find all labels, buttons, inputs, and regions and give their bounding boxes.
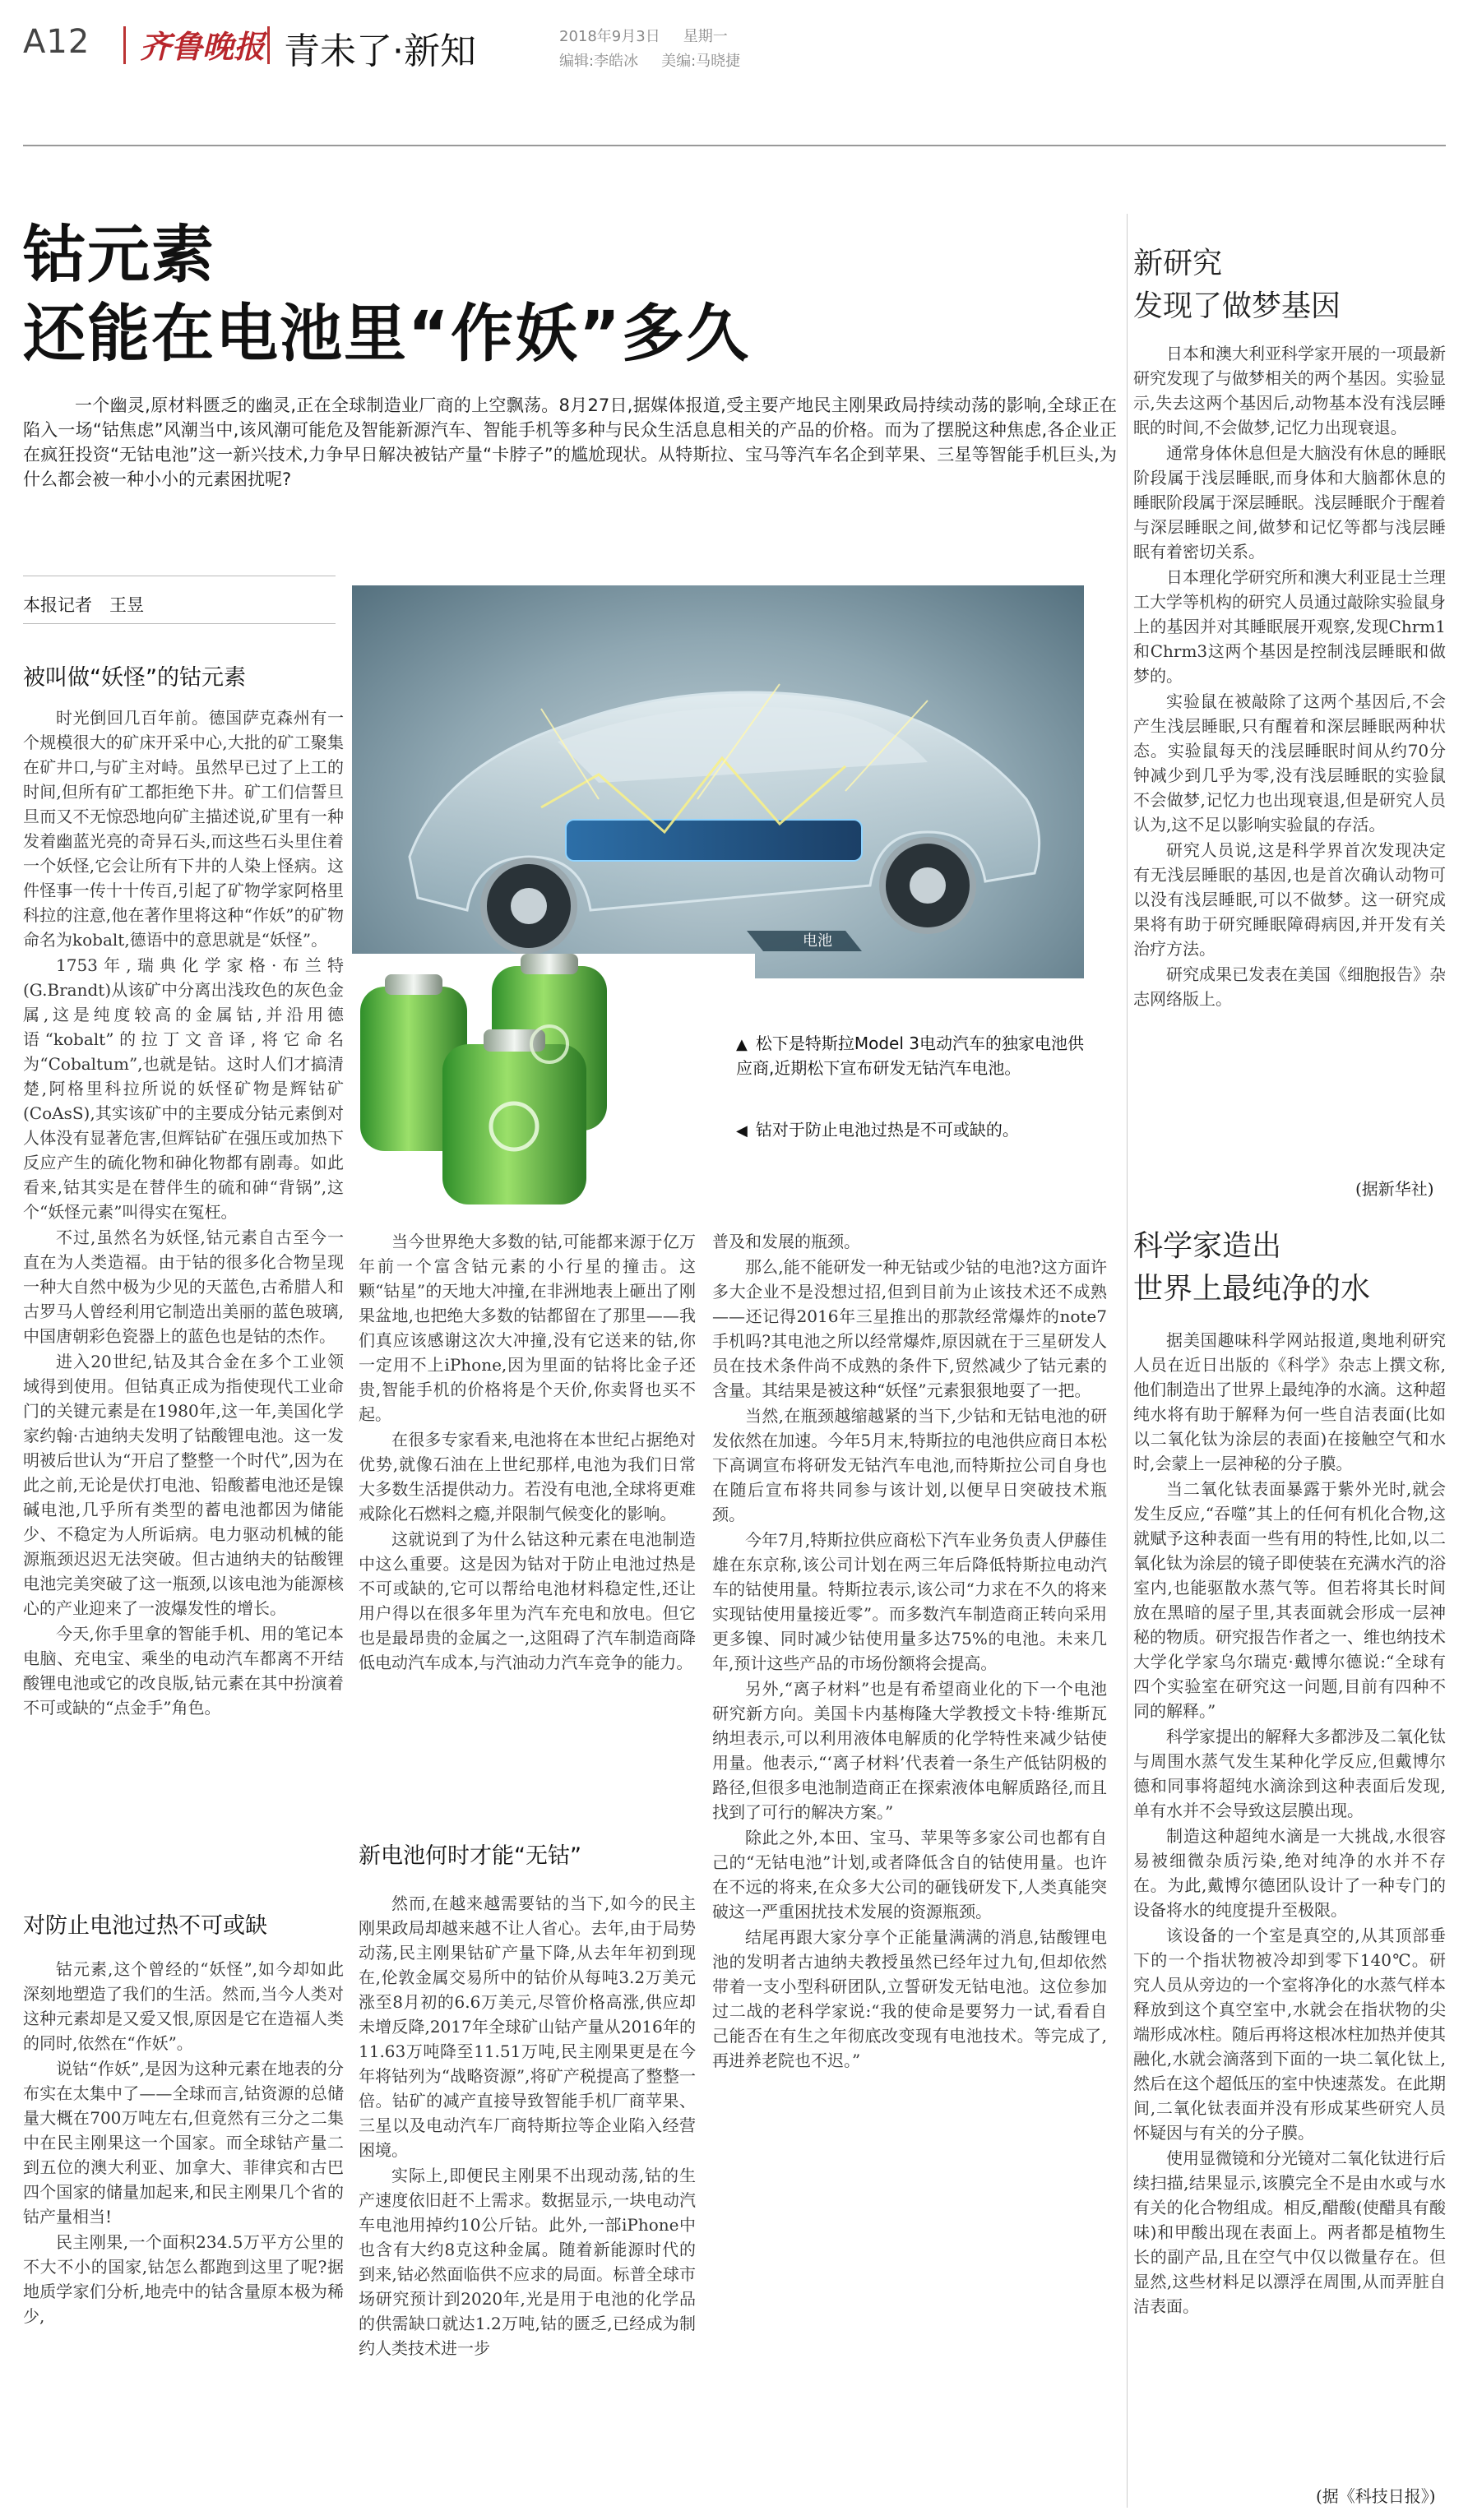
paragraph: 据美国趣味科学网站报道,奥地利研究人员在近日出版的《科学》杂志上撰文称,他们制造出了世界上最纯净的水滴。这种超纯水将有助于解释为何一些自洁表面(比如以二氧化钛为涂层的表面)在接触空气和水时,会蒙上一层神秘的分子膜。 [1133, 1330, 1446, 1473]
masthead-rule [23, 145, 1446, 146]
green-batteries-illustration [352, 954, 755, 1209]
masthead [0, 0, 1468, 90]
caption-car-text: 松下是特斯拉Model 3电动汽车的独家电池供应商,近期松下宣布研发无钴汽车电池。 [736, 1033, 1084, 1078]
masthead-divider [267, 26, 270, 64]
section-title: 青未了·新知 [284, 30, 476, 72]
car-diagram-label: 电池 [803, 932, 832, 950]
sidebar-headline-dream-gene [1133, 243, 1341, 328]
subhead-cobalt-free: 新电池何时才能“无钴” [359, 1843, 581, 1869]
paragraph: 然而,在越来越需要钴的当下,如今的民主刚果政局却越来越不让人省心。去年,由于局势动荡,民主刚果钴矿产量下降,从去年年初到现在,伦敦金属交易所中的钴价从每吨3.2万美元涨至8月初的6.6万美元,尽管价格高涨,供应却未增反降,2017年全球矿山钴产量从2016年的11.63万吨降至11.51万吨,民主刚果更是在今年将钴列为“战略资源”,将矿产税提高了整整一倍。钴矿的减产直接导致智能手机厂商苹果、三星以及电动汽车厂商特斯拉等企业陷入经营困境。 [359, 1893, 696, 2160]
sidebar-headline-pure-water [1133, 1225, 1370, 1311]
paragraph: 普及和发展的瓶颈。 [712, 1232, 860, 1251]
paragraph: 使用显微镜和分光镜对二氧化钛进行后续扫描,结果显示,该膜完全不是由水或与水有关的化合物组成。相反,醋酸(使醋具有酸味)和甲酸出现在表面上。两者都是植物生长的副产品,且在空气中仅以微量存在。但显然,这些材料足以漂浮在周围,从而弄脏自洁表面。 [1133, 2148, 1446, 2316]
paragraph: 1753年,瑞典化学家格·布兰特(G.Brandt)从该矿中分离出浅玫色的灰色金属,这是纯度较高的金属钴,并沿用德语“kobalt”的拉丁文音译,将它命名为“Cobaltum”,也就是钴。这时人们才搞清楚,阿格里科拉所说的妖怪矿物是辉钴矿(CoAsS),其实该矿中的主要成分钴元素倒对人体没有显著危害,但辉钴矿在强压或加热下反应产生的硫化物和砷化物都有剧毒。如此看来,钴其实是在替伴生的硫和砷“背锅”,这个“妖怪元素”叫得实在冤枉。 [23, 955, 344, 1222]
car-battery-photo [352, 585, 1084, 978]
paragraph: 另外,“离子材料”也是有希望商业化的下一个电池研究新方向。美国卡内基梅隆大学教授文卡特·维斯瓦纳坦表示,可以利用液体电解质的化学特性来减少钴使用量。他表示,“‘离子材料’代表着一条生产低钴阴极的路径,但很多电池制造商正在探索液体电解质路径,而且找到了可行的解决方案。” [712, 1679, 1107, 1822]
paragraph: 今年7月,特斯拉供应商松下汽车业务负责人伊藤佳雄在东京称,该公司计划在两三年后降低特斯拉电动汽车的钴使用量。特斯拉表示,该公司“力求在不久的将来实现钴使用量接近零”。而多数汽车制造商正转向采用更多镍、同时减少钴使用量多达75%的电池。未来几年,预计这些产品的市场份额将会提高。 [712, 1530, 1107, 1673]
article-column-1a [23, 705, 344, 1885]
paragraph: 研究人员说,这是科学界首次发现决定有无浅层睡眠的基因,也是首次确认动物可以没有浅层睡眠,可以不做梦。这一研究成果将有助于研究睡眠障碍病因,并开发有关治疗方法。 [1133, 840, 1446, 959]
paragraph: 说钴“作妖”,是因为这种元素在地表的分布实在太集中了——全球而言,钴资源的总储量大概在700万吨左右,但竟然有三分之二集中在民主刚果这一个国家。而全球钴产量二到五位的澳大利亚、加拿大、菲律宾和古巴四个国家的储量加起来,和民主刚果几个省的钴产量相当! [23, 2059, 344, 2226]
issue-date: 2018年9月3日 [559, 28, 660, 45]
bottles-photo-caption [736, 1118, 1098, 1143]
subhead-overheat: 对防止电池过热不可或缺 [23, 1913, 267, 1939]
main-headline [23, 215, 750, 373]
paragraph: 当今世界绝大多数的钴,可能都来源于亿万年前一个富含钴元素的小行星的撞击。这颗“钴星”的天地大冲撞,在非洲地表上砸出了刚果盆地,也把绝大多数的钴都留在了那里——我们真应该感谢这次大冲撞,没有它送来的钴,你一定用不上iPhone,因为里面的钴将比金子还贵,智能手机的价格将是个天价,你卖肾也买不起。 [359, 1232, 696, 1424]
battery-cell [442, 1044, 586, 1205]
paragraph: 通常身体休息但是大脑没有休息的睡眠阶段属于浅层睡眠,而身体和大脑都休息的睡眠阶段属于深层睡眠。浅层睡眠介于醒着与深层睡眠之间,做梦和记忆等都与浅层睡眠有着密切关系。 [1133, 443, 1446, 562]
sidebar-article-pure-water [1133, 1328, 1446, 2471]
byline-rule [23, 623, 336, 624]
paragraph: 时光倒回几百年前。德国萨克森州有一个规模很大的矿床开采中心,大批的矿工聚集在矿井口,与矿主对峙。虽然早已过了上工的时间,但所有矿工都拒绝下井。矿工们信誓旦旦而又不无惊恐地向矿主描述说,矿里有一种发着幽蓝光亮的奇异石头,而这些石头里住着一个妖怪,它会让所有下井的人染上怪病。这件怪事一传十十传百,引起了矿物学家阿格里科拉的注意,他在著作里将这种“作妖”的矿物命名为kobalt,德语中的意思就是“妖怪”。 [23, 708, 344, 950]
paragraph: 科学家提出的解释大多都涉及二氧化钛与周围水蒸气发生某种化学反应,但戴博尔德和同事将超纯水滴涂到这种表面后发现,单有水并不会导致这层膜出现。 [1133, 1727, 1446, 1820]
paragraph: 民主刚果,一个面积234.5万平方公里的不大不小的国家,钴怎么都跑到这里了呢?据地质学家们分析,地壳中的钴含量原本极为稀少, [23, 2232, 344, 2326]
battery-bottles-photo [352, 954, 755, 1209]
paragraph: 当然,在瓶颈越缩越紧的当下,少钴和无钴电池的研发依然在加速。今年5月末,特斯拉的电池供应商日本松下高调宣布将研发无钴汽车电池,而特斯拉公司自身也在随后宣布将共同参与该计划,以便早日突破技术瓶颈。 [712, 1406, 1107, 1524]
paragraph: 实际上,即便民主刚果不出现动荡,钴的生产速度依旧赶不上需求。数据显示,一块电动汽车电池用掉约10公斤钴。此外,一部iPhone中也含有大约8克这种金属。随着新能源时代的到来,钴必然面临供不应求的局面。标普全球市场研究预计到2020年,光是用于电池的化学品的供需缺口就达1.2万吨,钴的匮乏,已经成为制约人类技术进一步 [359, 2166, 696, 2358]
caption-up-arrow-icon: ▲ [736, 1036, 748, 1053]
article-column-3 [712, 1229, 1107, 2512]
car-illustration [352, 585, 1084, 978]
paragraph: 日本和澳大利亚科学家开展的一项最新研究发现了与做梦相关的两个基因。实验显示,失去这两个基因后,动物基本没有浅层睡眠的时间,不会做梦,记忆力出现衰退。 [1133, 344, 1446, 437]
paragraph: 结尾再跟大家分享个正能量满满的消息,钴酸锂电池的发明者古迪纳夫教授虽然已经年过九旬,但却依然带着一支小型科研团队,立誓研发无钴电池。这位参加过二战的老科学家说:“我的使命是要努力一试,看看自己能否在有生之年彻底改变现有电池技术。等完成了,再进养老院也不迟。” [712, 1927, 1107, 2070]
article-column-1b [23, 1957, 344, 2512]
paragraph: 今天,你手里拿的智能手机、用的笔记本电脑、充电宝、乘坐的电动汽车都离不开结酸锂电池或它的改良版,钴元素在其中扮演着不可或缺的“点金手”角色。 [23, 1624, 344, 1718]
paragraph: 当二氧化钛表面暴露于紫外光时,就会发生反应,“吞噬”其上的任何有机化合物,这就赋予这种表面一些有用的特性,比如,以二氧化钛为涂层的镜子即使装在充满水汽的浴室内,也能驱散水蒸气等。但若将其长时间放在黑暗的屋子里,其表面就会形成一层神秘的物质。研究报告作者之一、维也纳技术大学化学家乌尔瑞克·戴博尔德说:“全球有四个实验室在研究这一问题,目前有四种不同的解释。” [1133, 1479, 1446, 1721]
paragraph: 研究成果已发表在美国《细胞报告》杂志网络版上。 [1133, 964, 1446, 1009]
sidebar-headline-line: 发现了做梦基因 [1133, 289, 1341, 323]
article-lead: 一个幽灵,原材料匮乏的幽灵,正在全球制造业厂商的上空飘荡。8月27日,据媒体报道,受主要产地民主刚果政局持续动荡的影响,全球正在陷入一场“钴焦虑”风潮当中,该风潮可能危及智能新源汽车、智能手机等多种与民众生活息息相关的产品的价格。而为了摆脱这种焦虑,各企业正在疯狂投资“无钴电池”这一新兴技术,力争早日解决被钴产量“卡脖子”的尴尬现状。从特斯拉、宝马等汽车名企到苹果、三星等智能手机巨头,为什么都会被一种小小的元素困扰呢? [23, 395, 1117, 489]
paragraph: 钴元素,这个曾经的“妖怪”,如今却如此深刻地塑造了我们的生活。然而,当今人类对这种元素却是又爱又恨,原因是它在造福人类的同时,依然在“作妖”。 [23, 1959, 344, 2053]
sidebar-article-dream-gene [1133, 341, 1446, 1172]
byline-block [23, 576, 336, 625]
paragraph: 不过,虽然名为妖怪,钴元素自古至今一直在为人类造福。由于钴的很多化合物呈现一种大自然中极为少见的天蓝色,古希腊人和古罗马人曾经利用它制造出美丽的蓝色玻璃,中国唐朝彩色瓷器上的蓝色也是钴的杰作。 [23, 1228, 344, 1346]
editor-credit: 编辑:李皓冰 [559, 53, 639, 70]
headline-line-1: 钴元素 [23, 218, 215, 291]
masthead-divider [123, 26, 126, 64]
paragraph: 在很多专家看来,电池将在本世纪占据绝对优势,就像石油在上世纪那样,电池为我们日常大多数生活提供动力。若没有电池,全球将更难戒除化石燃料之瘾,并限制气候变化的影响。 [359, 1430, 696, 1524]
paragraph: 这就说到了为什么钴这种元素在电池制造中这么重要。这是因为钴对于防止电池过热是不可或缺的,它可以帮给电池材料稳定性,还让用户得以在很多年里为汽车充电和放电。但它也是最昂贵的金属之一,这阻碍了汽车制造商降低电动汽车成本,与汽油动力汽车竞争的能力。 [359, 1529, 696, 1672]
article-column-2a [359, 1229, 696, 1821]
paragraph: 那么,能不能研发一种无钴或少钴的电池?这方面许多大企业不是没想过招,但到目前为止该技术还不成熟——还记得2016年三星推出的那款经常爆炸的note7手机吗?其电池之所以经常爆炸,原因就在于三星研发人员在技术条件尚不成熟的条件下,贸然减少了钴元素的含量。其结果是被这种“妖怪”元素狠狠地耍了一把。 [712, 1257, 1107, 1400]
car-photo-caption [736, 1032, 1098, 1080]
sidebar-headline-line: 世界上最纯净的水 [1133, 1272, 1371, 1306]
sidebar-headline-line: 科学家造出 [1133, 1229, 1282, 1263]
source-credit: (据《科技日报》) [1316, 2486, 1436, 2506]
masthead-meta [559, 25, 763, 74]
designer-credit: 美编:马晓捷 [661, 53, 741, 70]
sidebar-headline-line: 新研究 [1133, 247, 1223, 280]
article-column-2b [359, 1891, 696, 2512]
paragraph: 制造这种超纯水滴是一大挑战,水很容易被细微杂质污染,绝对纯净的水并不存在。为此,戴博尔德团队设计了一种专门的设备将水的纯度提升至极限。 [1133, 1826, 1446, 1920]
source-credit: (据新华社) [1355, 1179, 1434, 1199]
paragraph: 进入20世纪,钴及其合金在多个工业领域得到使用。但钴真正成为指使现代工业命门的关键元素是在1980年,这一年,美国化学家约翰·古迪纳夫发明了钴酸锂电池。这一发明被后世认为“开启了整整一个时代”,因为在此之前,无论是伏打电池、铅酸蓄电池还是镍碱电池,几乎所有类型的蓄电池都因为储能少、不稳定为人所诟病。电力驱动机械的能源瓶颈迟迟无法突破。但古迪纳夫的钴酸锂电池完美突破了这一瓶颈,以该电池为能源核心的产业迎来了一波爆发性的增长。 [23, 1352, 344, 1618]
paragraph: 除此之外,本田、宝马、苹果等多家公司也都有自己的“无钴电池”计划,或者降低含自的钴使用量。也许在不远的将来,在众多大公司的砸钱研发下,人类真能突破这一严重困扰技术发展的资源瓶颈。 [712, 1828, 1107, 1921]
paragraph: 日本理化学研究所和澳大利亚昆士兰理工大学等机构的研究人员通过敲除实验鼠身上的基因并对其睡眠展开观察,发现Chrm1和Chrm3这两个基因是控制浅层睡眠和做梦的。 [1133, 567, 1446, 686]
page-number: A12 [23, 23, 90, 61]
battery-pack [566, 820, 862, 861]
subhead-cobalt-monster: 被叫做“妖怪”的钴元素 [23, 665, 246, 691]
sidebar-divider [1127, 214, 1128, 2508]
newspaper-logo: 齐鲁晚报 [140, 28, 266, 65]
caption-bottles-text: 钴对于防止电池过热是不可或缺的。 [755, 1120, 1019, 1140]
caption-left-arrow-icon: ◀ [736, 1122, 748, 1140]
paragraph: 实验鼠在被敲除了这两个基因后,不会产生浅层睡眠,只有醒着和深层睡眠两种状态。实验鼠每天的浅层睡眠时间从约70分钟减少到几乎为零,没有浅层睡眠的实验鼠不会做梦,记忆力也出现衰退,但是研究人员认为,这不足以影响实验鼠的存活。 [1133, 691, 1446, 835]
headline-line-2: 还能在电池里“作妖”多久 [23, 297, 750, 370]
paragraph: 该设备的一个室是真空的,从其顶部垂下的一个指状物被冷却到零下140℃。研究人员从旁边的一个室将净化的水蒸气样本释放到这个真空室中,水就会在指状物的尖端形成冰柱。随后再将这根冰柱加热并使其融化,水就会滴落到下面的一块二氧化钛上,然后在这个超低压的室中快速蒸发。在此期间,二氧化钛表面并没有形成某些研究人员怀疑因与有关的分子膜。 [1133, 1926, 1446, 2143]
issue-weekday: 星期一 [683, 28, 728, 45]
byline: 本报记者 王昱 [23, 595, 144, 615]
